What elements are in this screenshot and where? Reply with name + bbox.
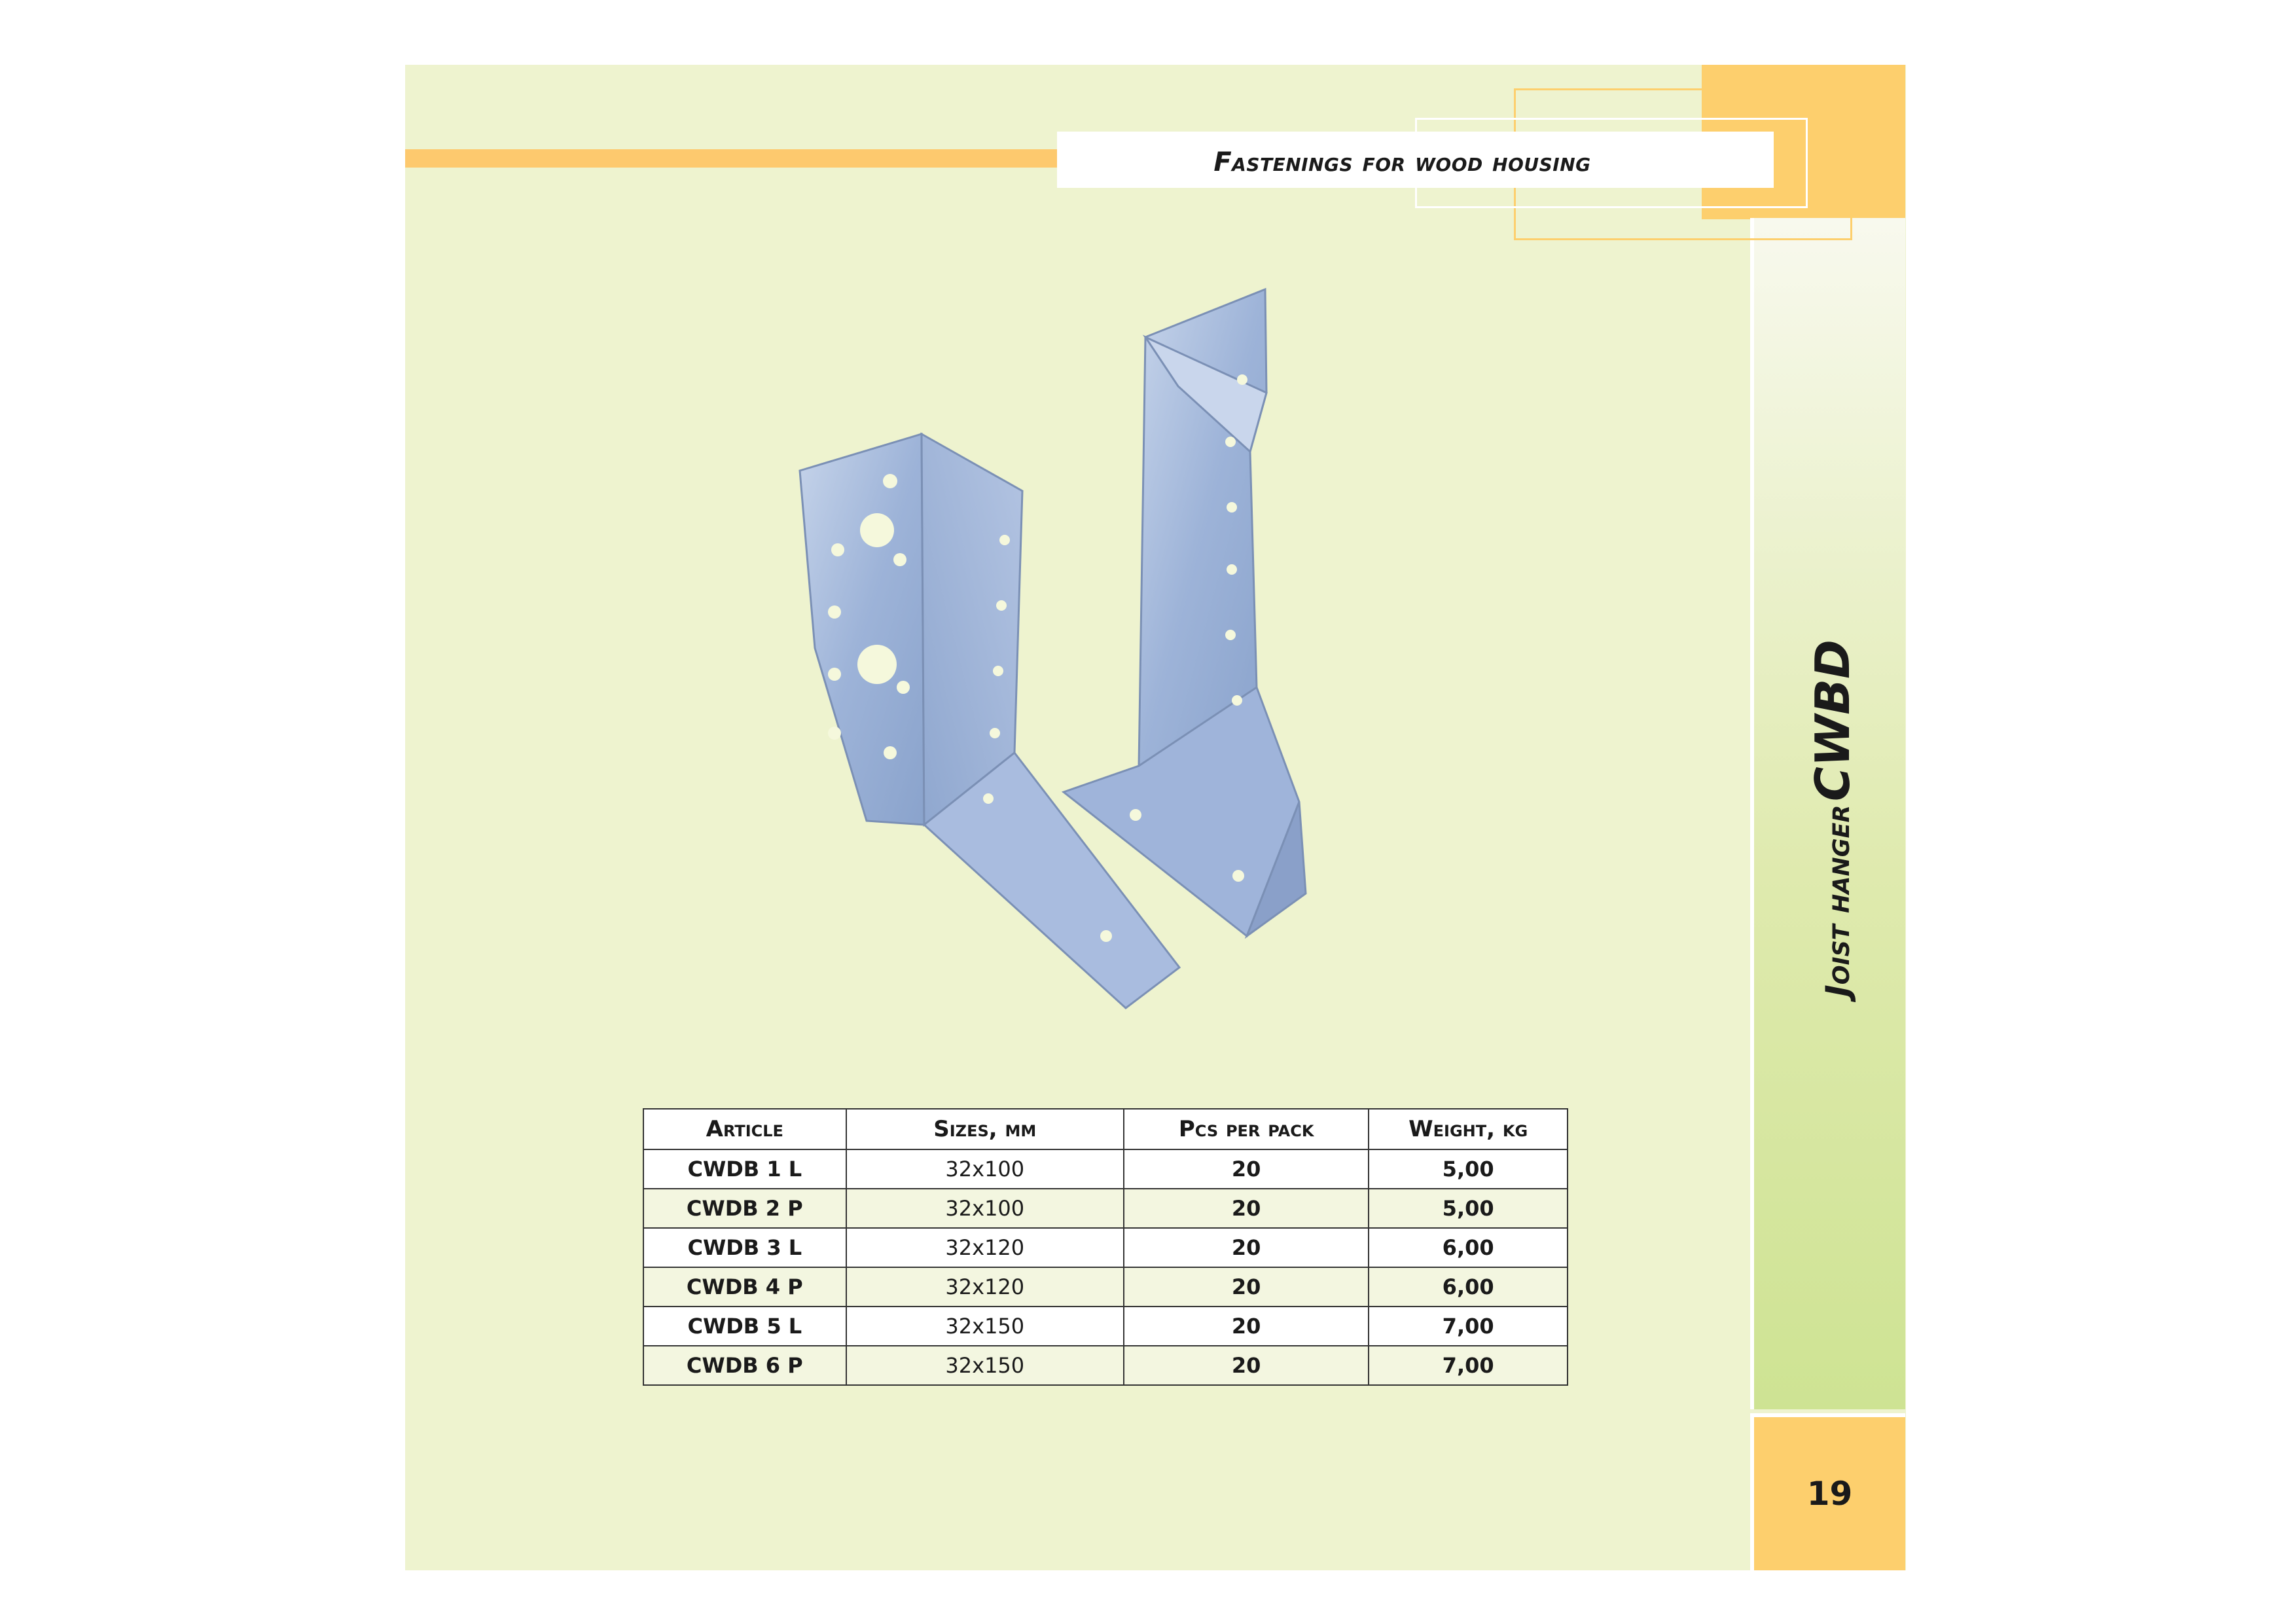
cell-pcs: 20 bbox=[1124, 1228, 1369, 1267]
page-number-box bbox=[1750, 1413, 1905, 1570]
column-header-article: Article bbox=[643, 1109, 846, 1149]
table-header-row bbox=[643, 1109, 1568, 1149]
cell-sizes: 32x100 bbox=[846, 1149, 1124, 1189]
cell-weight: 5,00 bbox=[1369, 1149, 1568, 1189]
cell-weight: 6,00 bbox=[1369, 1228, 1568, 1267]
column-header-sizes: Sizes, mm bbox=[846, 1109, 1124, 1149]
cell-weight: 6,00 bbox=[1369, 1267, 1568, 1307]
column-header-weight: Weight, kg bbox=[1369, 1109, 1568, 1149]
cell-weight: 7,00 bbox=[1369, 1307, 1568, 1346]
spec-table bbox=[643, 1108, 1568, 1386]
cell-sizes: 32x100 bbox=[846, 1189, 1124, 1228]
product-title bbox=[1805, 640, 1860, 997]
cell-pcs: 20 bbox=[1124, 1189, 1369, 1228]
cell-sizes: 32x150 bbox=[846, 1307, 1124, 1346]
table-row bbox=[643, 1228, 1568, 1267]
right-bracket bbox=[1064, 289, 1306, 936]
cell-pcs: 20 bbox=[1124, 1307, 1369, 1346]
table-row bbox=[643, 1267, 1568, 1307]
joist-hanger-image bbox=[753, 281, 1355, 1047]
column-header-pcs: Pcs per pack bbox=[1124, 1109, 1369, 1149]
table-row bbox=[643, 1149, 1568, 1189]
table-row bbox=[643, 1346, 1568, 1385]
cell-pcs: 20 bbox=[1124, 1346, 1369, 1385]
left-bracket bbox=[800, 434, 1179, 1008]
cell-article: CWDB 4 P bbox=[643, 1267, 846, 1307]
table-row bbox=[643, 1189, 1568, 1228]
cell-article: CWDB 5 L bbox=[643, 1307, 846, 1346]
cell-article: CWDB 3 L bbox=[643, 1228, 846, 1267]
cell-sizes: 32x150 bbox=[846, 1346, 1124, 1385]
cell-article: CWDB 1 L bbox=[643, 1149, 846, 1189]
section-title: Fastenings for wood housing bbox=[1213, 147, 1591, 177]
cell-sizes: 32x120 bbox=[846, 1267, 1124, 1307]
header-box bbox=[1057, 132, 1774, 188]
cell-pcs: 20 bbox=[1124, 1267, 1369, 1307]
header-stripe bbox=[405, 149, 1060, 168]
cell-sizes: 32x120 bbox=[846, 1228, 1124, 1267]
cell-article: CWDB 6 P bbox=[643, 1346, 846, 1385]
page-number: 19 bbox=[1806, 1475, 1853, 1513]
cell-weight: 7,00 bbox=[1369, 1346, 1568, 1385]
cell-pcs: 20 bbox=[1124, 1149, 1369, 1189]
cell-article: CWDB 2 P bbox=[643, 1189, 846, 1228]
product-title-prefix: Joist hanger bbox=[1819, 804, 1857, 997]
table-row bbox=[643, 1307, 1568, 1346]
cell-weight: 5,00 bbox=[1369, 1189, 1568, 1228]
product-title-code: CWBD bbox=[1805, 640, 1860, 802]
